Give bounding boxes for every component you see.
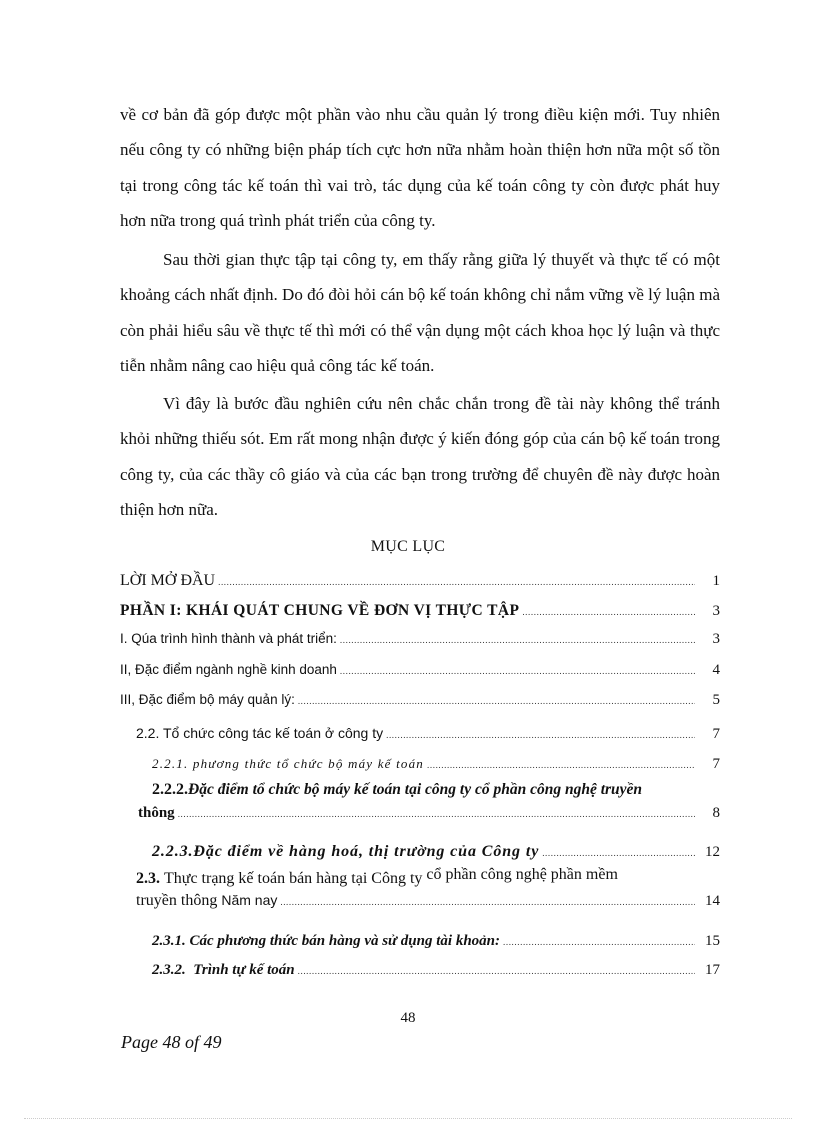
toc-entry-label: LỜI MỞ ĐẦU [120, 572, 216, 589]
toc-entry-page: 5 [712, 692, 720, 708]
toc-leader [280, 897, 695, 907]
toc-entry-section-2[interactable] [120, 662, 720, 679]
page-of-footer: Page 48 of 49 [121, 1032, 222, 1052]
toc-entry-label: 2.2.3.Đặc điểm về hàng hoá, thị trường của Công ty [152, 843, 540, 860]
bottom-divider [24, 1118, 792, 1119]
paragraph-1: về cơ bản đã góp được một phần vào nhu cầu quản lý trong điều kiện mới. Tuy nhiên nếu công ty có những biện pháp tích cực hơn nữa nhằm hoàn thiện hơn nữa một số tồn tại trong công tác kế toán thì vai trò, tác dụng của kế toán công ty còn được phát huy hơn nữa trong quá trình phát triển của công ty. [120, 105, 720, 230]
page-number: 48 [400, 1010, 416, 1026]
toc-entry-number: 2.2.2. [152, 781, 188, 798]
toc-entry-2-2-1[interactable] [152, 756, 720, 773]
toc-entry-page: 17 [705, 962, 720, 978]
toc-title: MỤC LỤC [370, 538, 446, 555]
toc-entry-label: 2.2.1. phương thức tổ chức bộ máy kế toán [152, 756, 425, 771]
toc-leader [218, 577, 695, 587]
toc-entry-page: 1 [712, 573, 720, 589]
toc-entry-2-2[interactable] [136, 725, 720, 743]
toc-entry-page: 8 [712, 805, 720, 821]
toc-entry-label: II, Đặc điểm ngành nghề kinh doanh [120, 662, 337, 677]
toc-entry-page: 4 [712, 662, 720, 678]
toc-entry-loi-mo-dau[interactable] [120, 572, 720, 590]
toc-entry-label: I. Qúa trình hình thành và phát triển: [120, 631, 337, 646]
toc-entry-label: Thực trạng kế toán bán hàng tại Công ty [164, 870, 423, 887]
toc-leader [522, 607, 695, 617]
toc-entry-page: 14 [705, 893, 720, 909]
toc-entry-label: 2.2. Tổ chức công tác kế toán ở công ty [136, 725, 384, 741]
toc-entry-label: 2.3.1. Các phương thức bán hàng và sử dụng tài khoản: [152, 933, 500, 949]
toc-entry-label-cont: truyền thông [136, 892, 218, 909]
toc-leader [542, 848, 695, 858]
toc-entry-page: 3 [712, 631, 720, 647]
toc-entry-label: III, Đặc điểm bộ máy quản lý: [120, 692, 295, 707]
toc-entry-2-2-2[interactable] [138, 781, 720, 821]
paragraph-3: Vì đây là bước đầu nghiên cứu nên chắc chắn trong đề tài này không thể tránh khỏi những thiếu sót. Em rất mong nhận được ý kiến đóng góp của cán bộ kế toán trong công ty, của các thầy cô giáo và của các bạn trong trường để chuyên đề này được hoàn thiện hơn nữa. [120, 394, 720, 519]
toc-leader [298, 696, 695, 706]
toc-entry-label-cont: thông [138, 805, 175, 821]
toc-entry-label: PHẦN I: KHÁI QUÁT CHUNG VỀ ĐƠN VỊ THỰC TẬP [120, 602, 520, 619]
toc-entry-2-3[interactable] [136, 866, 720, 909]
toc-entry-label: Đặc điểm tổ chức bộ máy kế toán tại công ty cổ phần công nghệ truyền [188, 781, 643, 798]
toc-leader [386, 730, 695, 740]
toc-entry-phan-1[interactable] [120, 602, 720, 620]
toc-entry-2-3-1[interactable] [152, 933, 720, 950]
toc-entry-label-extra: cổ phần công nghệ phần mềm [426, 866, 618, 883]
toc-entry-page: 7 [712, 726, 720, 742]
paragraph-2: Sau thời gian thực tập tại công ty, em thấy rằng giữa lý thuyết và thực tế có một khoảng cách nhất định. Do đó đòi hỏi cán bộ kế toán không chỉ nắm vững về lý luận mà còn phải hiểu sâu về thực tế thì mới có thể vận dụng một cách khoa học lý luận và thực tiễn nhằm nâng cao hiệu quả công tác kế toán. [120, 250, 720, 375]
toc-entry-2-2-3[interactable] [152, 843, 720, 861]
toc-leader [298, 966, 695, 976]
toc-leader [503, 937, 695, 947]
toc-entry-label-year: Năm nay [221, 892, 278, 908]
toc-leader [340, 635, 695, 645]
toc-entry-page: 15 [705, 933, 720, 949]
toc-entry-2-3-2[interactable] [152, 962, 720, 979]
toc-entry-page: 3 [712, 603, 720, 619]
toc-entry-section-3[interactable] [120, 692, 720, 709]
toc-entry-label: 2.3.2. Trình tự kế toán [152, 962, 295, 978]
toc-entry-page: 7 [712, 756, 720, 772]
toc-leader [178, 809, 695, 819]
toc-entry-number: 2.3. [136, 870, 160, 887]
toc-entry-page: 12 [705, 844, 720, 860]
toc-leader [340, 666, 695, 676]
toc-entry-section-1[interactable] [120, 631, 720, 648]
toc-leader [427, 760, 695, 770]
